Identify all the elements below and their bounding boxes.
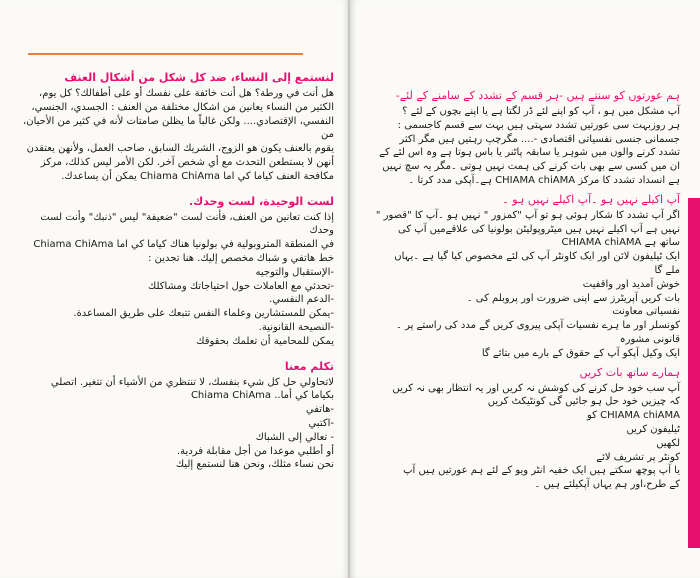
text-line: الكثير من النساء يعانين من اشكال مختلفة من العنف : الجسدي، الجنسي،: [31, 101, 334, 113]
list-item: خوش آمدید اور واقفیت: [582, 278, 680, 290]
list-item: -تحدثي مع العاملات حول احتياجاتك ومشاكلك: [148, 280, 334, 292]
text-line: ان میں کسی سے بھی بات کرنے کی ہمت نہیں ہوتی ۔مگر یہ سچ نہیں: [382, 161, 680, 173]
list-item: - تعالي إلى الشباك: [255, 431, 334, 443]
list-item: -اكتبي: [308, 417, 334, 429]
urdu-column: [362, 88, 680, 492]
arabic-heading-listen: لنستمع إلى النساء، ضد كل شكل من أشكال العنف: [64, 71, 334, 84]
text-line: جسمانی جنسی نفسیاتی اقتصادی -.... مگرچپ رہتیں ہیں مگر اکثر: [399, 133, 680, 145]
text-line: هل أنت في ورطة؟ هل أنت خائفة على نفسك أو على أطفالك؟ كل يوم،: [39, 88, 334, 99]
magenta-edge-tab: [688, 198, 700, 548]
text-line: CHIAMA chiAMA کو: [587, 410, 680, 422]
list-item: -هاتفي: [305, 404, 334, 416]
text-line: خط هاتفي و شباك مخصص إليك. هنا تجدين :: [148, 252, 334, 264]
arabic-contact-paragraph: [12, 376, 334, 473]
list-item: -الإستقبال والتوجيه: [255, 266, 334, 278]
text-line: النفسي، الإقتصادي.... ولكن غالباً ما يظلن صامتات لأنه في كثير من الأحيان، من: [23, 115, 334, 141]
urdu-heading-listen: ہم عورتوں کو سنتے ہیں -ہر قسم کے تشدد کے سامنے کے لئے-: [395, 89, 680, 102]
urdu-heading-not-alone: آپ اکیلے نہیں ہو ۔آپ اکیلے نہیں ہو ۔: [502, 192, 680, 206]
text-line: کے طرح،اور ہم یہاں آپکیلئے ہیں ۔: [534, 479, 680, 491]
left-page: [0, 0, 349, 578]
urdu-intro-paragraph: [362, 105, 680, 188]
text-line: في المنطقة المتروبولية في بولونيا هناك كياما كي اما Chiama ChiAma: [33, 239, 334, 251]
text-line: تشدد کرنے والوں میں شوہر یا سابقہ پاٹنر یا باس ہوتا ہے وہ اس لئے کے: [379, 147, 680, 159]
list-item: -النصيحة القانونية.: [258, 321, 334, 333]
arabic-heading-not-alone: لست الوحيدة، لست وحدك.: [188, 194, 334, 208]
text-line: نہیں ہے آپ اکیلے نہیں ہیں میٹروپولیٹن بولونیا کی علاقےمیں آپ کی: [398, 223, 680, 235]
text-line: آپ مشکل میں ہو ، آپ کو اپنے لئے ڈر لگتا ہے یا اپنے بچوں کے لئے ؟: [402, 106, 680, 117]
text-line: إذا كنت تعانين من العنف، فأنت لست "ضعيفة" ليس "ذنبك" وأنت لست: [40, 211, 334, 223]
list-item: نفسیاتی معاونت: [612, 306, 680, 318]
text-line: ملے گا: [654, 264, 680, 276]
text-line: بكياما كي أما.. Chiama ChiAma: [190, 390, 334, 402]
text-line: ساتھ ہے CHIAMA chiAMA: [561, 237, 680, 249]
text-line: مكافحة العنف كياما كي اما Chiama ChiAma يمكن أن يساعدك.: [61, 170, 334, 182]
list-item: قانونی مشورہ: [619, 333, 680, 345]
arabic-intro-paragraph: [12, 87, 334, 184]
text-line: نحن نساء مثلك، ونحن هنا لنستمع إليك: [175, 459, 334, 471]
text-line: أنهن لا يستطعن التحدث مع أي شخص آخر. لكن الأمر ليس كذلك، مركز: [40, 156, 334, 168]
list-item: کونسلر اور ما ہرے نفسیات آپکی پیروی کریں گے مدد کی راستے پر ۔: [396, 320, 680, 332]
list-item: ٹیلیفون کریں: [626, 423, 680, 435]
text-line: وحدك: [309, 225, 334, 237]
list-item: کونٹر پر تشریف لائے: [596, 451, 680, 463]
list-item: بات کریں آپریٹرز سے اپنی ضرورت اور پروبلم کی ۔: [466, 292, 680, 304]
list-item: -الدعم النفسي.: [269, 294, 334, 306]
text-line: ایک ٹیلیفون لائن اور ایک کاونٹر آپ کی لئے مخصوص کیا گیا ہے ۔یہاں: [394, 251, 680, 263]
text-line: ہے انسداد تشدد کا مرکز CHIAMA chiAMA ہے۔آپکی مدد کرتا ۔: [408, 174, 680, 186]
text-line: ہر روزبہت سی عورتیں تشدد سہتی ہیں بہت سے قسم کاجسمی :: [397, 119, 680, 131]
urdu-contact-paragraph: [362, 382, 680, 492]
text-line: أو أطلبي موعدا من أجل مقابلة فردية.: [176, 445, 334, 457]
text-line: يمكن للمحامية أن تعلمك بحقوقك: [196, 335, 334, 347]
list-item: -يمكن للمستشارين وعلماء النفس تتبعك على طريق المساعدة.: [73, 308, 334, 320]
text-line: يقوم بالعنف يكون هو الزوج، الشريك السابق، صاحب العمل، ولأنهن يعتقدن: [26, 143, 334, 155]
urdu-services-paragraph: [362, 209, 680, 361]
text-line: لاتحاولي حل كل شيء بنفسك، لا تنتظري من الأشياء أن تتغير. اتصلي: [50, 376, 334, 388]
arabic-services-paragraph: [12, 211, 334, 349]
list-item: لکھیں: [656, 437, 680, 449]
text-line: آپ سب خود حل کرنے کی کوشش نہ کریں اور یہ انتظار بھی نہ کریں: [392, 382, 680, 394]
top-rule-left: [28, 53, 303, 55]
urdu-heading-talk-to-us: ہمارے ساتھ بات کریں: [579, 365, 680, 379]
arabic-heading-talk-to-us: تكلم معنا: [284, 359, 334, 373]
text-line: یا آپ پوچھ سکتے ہیں ایک خفیہ انٹر ویو کے لئے ہم عورتیں ہیں آپ: [403, 465, 680, 477]
text-line: کہ چیزیں خود حل ہو جائیں گی کونٹیکٹ کریں: [487, 396, 680, 408]
arabic-column: [12, 70, 334, 472]
text-line: اگر آپ تشدد کا شکار ہوئی ہو تو آپ "کمزور " نہیں ہو ۔آپ کا "قصور ": [375, 209, 680, 221]
list-item: ایک وکیل آپکو آپ کے حقوق کے بارے میں بتائے گا: [481, 347, 680, 359]
